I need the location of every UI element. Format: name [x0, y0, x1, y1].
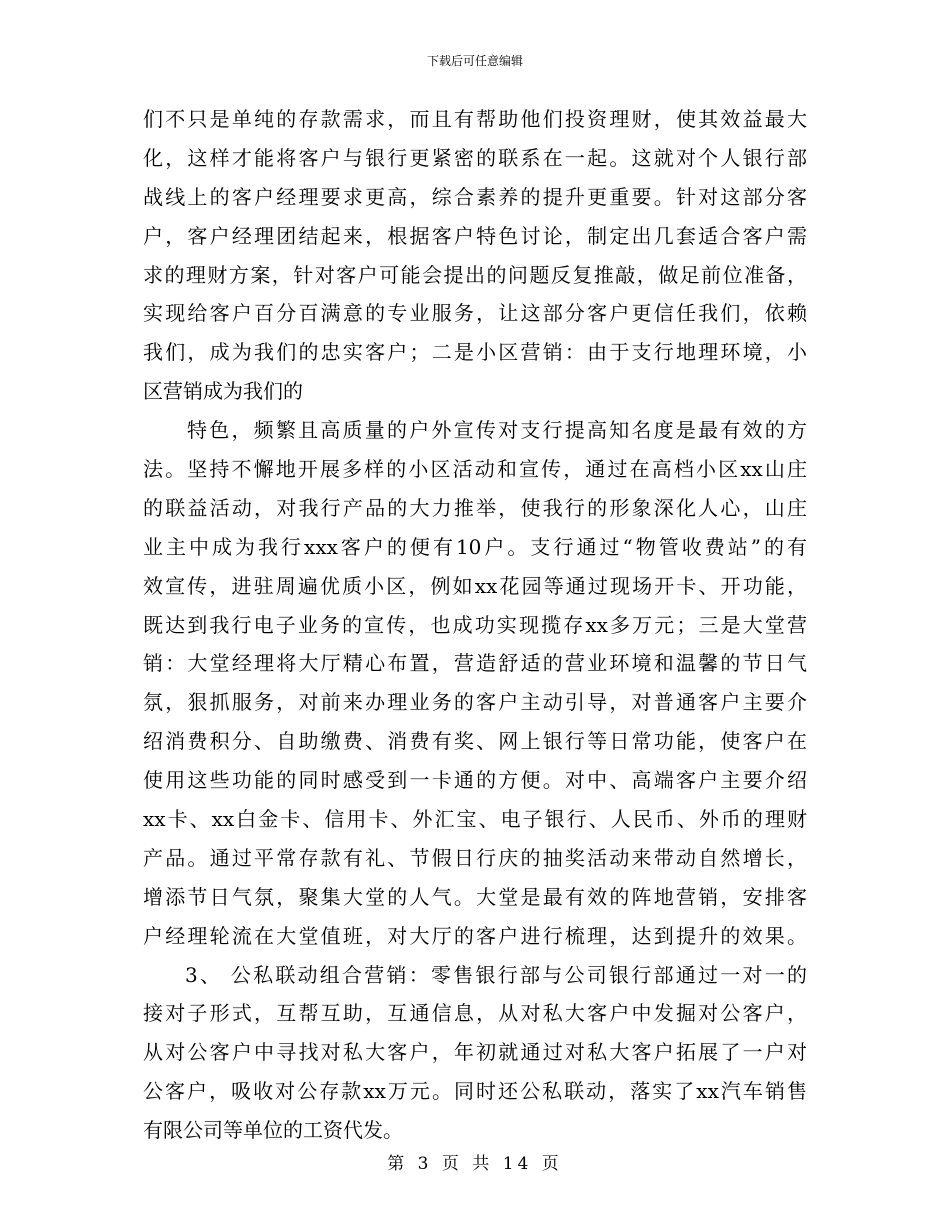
body-line-2: 化，这样才能将客户与银行更紧密的联系在一起。这就对个人银行部	[143, 145, 807, 170]
body-line-16: 氛，狠抓服务，对前来办理业务的客户主动引导，对普通客户主要介	[143, 690, 807, 715]
body-line-12: 业主中成为我行xxx客户的便有10户。支行通过“物管收费站”的有	[143, 534, 807, 559]
body-line-6: 实现给客户百分百满意的专业服务，让这部分客户更信任我们，依赖	[143, 301, 807, 326]
body-line-3: 战线上的客户经理要求更高，综合素养的提升更重要。针对这部分客	[143, 184, 807, 209]
body-line-5: 求的理财方案，针对客户可能会提出的问题反复推敲，做足前位准备，	[143, 262, 807, 287]
body-line-20: 产品。通过平常存款有礼、节假日行庆的抽奖活动来带动自然增长，	[143, 845, 807, 870]
document-body	[143, 100, 807, 1150]
body-line-9: 特色，频繁且高质量的户外宣传对支行提高知名度是最有效的方	[187, 418, 807, 443]
body-line-1: 们不只是单纯的存款需求，而且有帮助他们投资理财，使其效益最大	[143, 107, 807, 131]
body-line-14: 既达到我行电子业务的宣传，也成功实现揽存xx多万元；三是大堂营	[143, 612, 807, 637]
body-line-23: 3、 公私联动组合营销：零售银行部与公司银行部通过一对一的	[185, 962, 807, 987]
body-line-10: 法。坚持不懈地开展多样的小区活动和宣传，通过在高档小区xx山庄	[143, 457, 807, 482]
page-header: 下载后可任意编辑	[426, 54, 523, 68]
body-line-21: 增添节日气氛，聚集大堂的人气。大堂是最有效的阵地营销，安排客	[143, 884, 807, 909]
body-line-19: xx卡、xx白金卡、信用卡、外汇宝、电子银行、人民币、外币的理财	[143, 807, 807, 832]
body-line-4: 户，客户经理团结起来，根据客户特色讨论，制定出几套适合客户需	[143, 223, 807, 248]
body-line-18: 使用这些功能的同时感受到一卡通的方便。对中、高端客户主要介绍	[143, 768, 807, 793]
body-line-17: 绍消费积分、自助缴费、消费有奖、网上银行等日常功能，使客户在	[143, 729, 807, 754]
body-line-11: 的联益活动，对我行产品的大力推举，使我行的形象深化人心，山庄	[143, 495, 807, 520]
body-line-22: 户经理轮流在大堂值班，对大厅的客户进行梳理，达到提升的效果。	[143, 923, 807, 948]
body-line-7: 我们，成为我们的忠实客户；二是小区营销：由于支行地理环境，小	[143, 340, 807, 365]
body-line-13: 效宣传，进驻周遍优质小区，例如xx花园等通过现场开卡、开功能，	[143, 573, 807, 598]
body-line-27: 有限公司等单位的工资代发。	[143, 1118, 403, 1143]
body-line-25: 从对公客户中寻找对私大客户，年初就通过对私大客户拓展了一户对	[143, 1040, 807, 1065]
body-line-24: 接对子形式，互帮互助，互通信息，从对私大客户中发掘对公客户，	[143, 1001, 807, 1026]
body-line-8: 区营销成为我们的	[143, 379, 303, 404]
body-line-26: 公客户，吸收对公存款xx万元。同时还公私联动，落实了xx汽车销售	[143, 1079, 807, 1104]
page-number-footer: 第 3 页 共 14 页	[387, 1154, 563, 1174]
body-line-15: 销：大堂经理将大厅精心布置，营造舒适的营业环境和温馨的节日气	[143, 651, 807, 676]
